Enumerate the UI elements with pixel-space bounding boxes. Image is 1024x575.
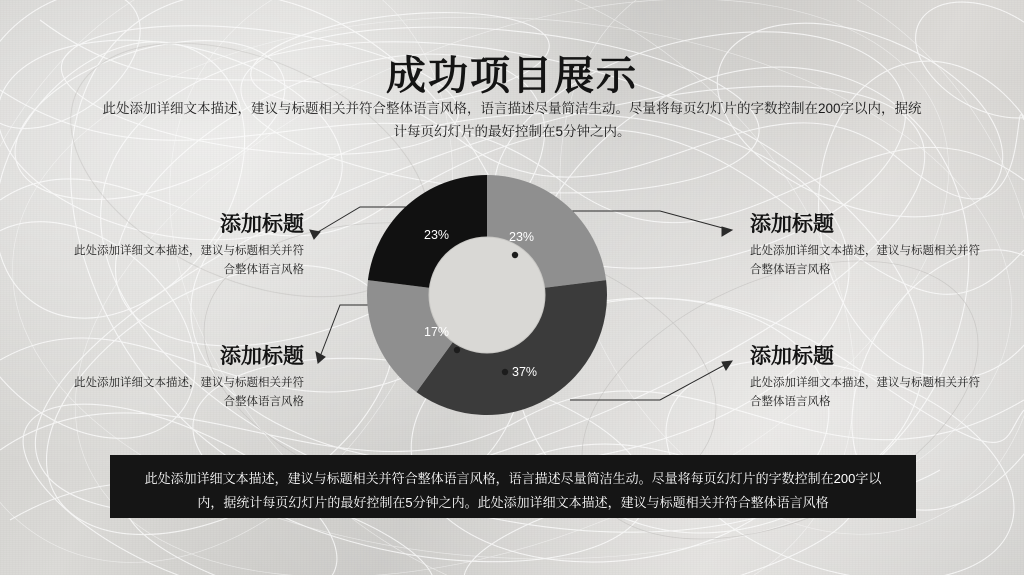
callout-body: 此处添加详细文本描述，建议与标题相关并符合整体语言风格	[750, 245, 980, 276]
donut-svg	[362, 170, 612, 420]
arrow-top-left	[310, 230, 320, 239]
slice-label-4: 23%	[424, 228, 450, 242]
callout-body: 此处添加详细文本描述，建议与标题相关并符合整体语言风格	[74, 377, 304, 408]
callout-bottom-right[interactable]	[750, 344, 982, 412]
callout-body: 此处添加详细文本描述，建议与标题相关并符合整体语言风格	[750, 377, 980, 408]
callout-bottom-left[interactable]	[72, 344, 304, 412]
callout-body: 此处添加详细文本描述，建议与标题相关并符合整体语言风格	[74, 245, 304, 276]
dot-bottom-right	[502, 369, 508, 375]
slice-label-3: 17%	[424, 325, 450, 339]
callout-top-left[interactable]	[72, 212, 304, 280]
arrow-top-right	[722, 227, 732, 236]
footer-note: 此处添加详细文本描述，建议与标题相关并符合整体语言风格，语言描述尽量简洁生动。尽量将每页幻灯片的字数控制在200字以内，据统计每页幻灯片的最好控制在5分钟之内。此处添加详细文本描述，建议与标题相关并符合整体语言风格	[110, 455, 916, 518]
donut-chart	[362, 170, 612, 420]
slice-label-1: 23%	[509, 230, 535, 244]
callout-title: 添加标题	[220, 213, 304, 236]
subtitle-text: 此处添加详细文本描述，建议与标题相关并符合整体语言风格，语言描述尽量简洁生动。尽量将每页幻灯片的字数控制在200字以内，据统计每页幻灯片的最好控制在5分钟之内。	[102, 101, 922, 139]
slice-label-2: 37%	[512, 365, 538, 379]
dot-bottom-left	[454, 347, 460, 353]
dot-top-right	[512, 252, 518, 258]
callout-top-right[interactable]	[750, 212, 982, 280]
arrow-bottom-right	[722, 361, 732, 370]
arrow-bottom-left	[316, 352, 325, 363]
callout-title: 添加标题	[750, 345, 834, 368]
page-title: 成功项目展示	[386, 54, 638, 98]
callout-title: 添加标题	[220, 345, 304, 368]
callout-title: 添加标题	[750, 213, 834, 236]
